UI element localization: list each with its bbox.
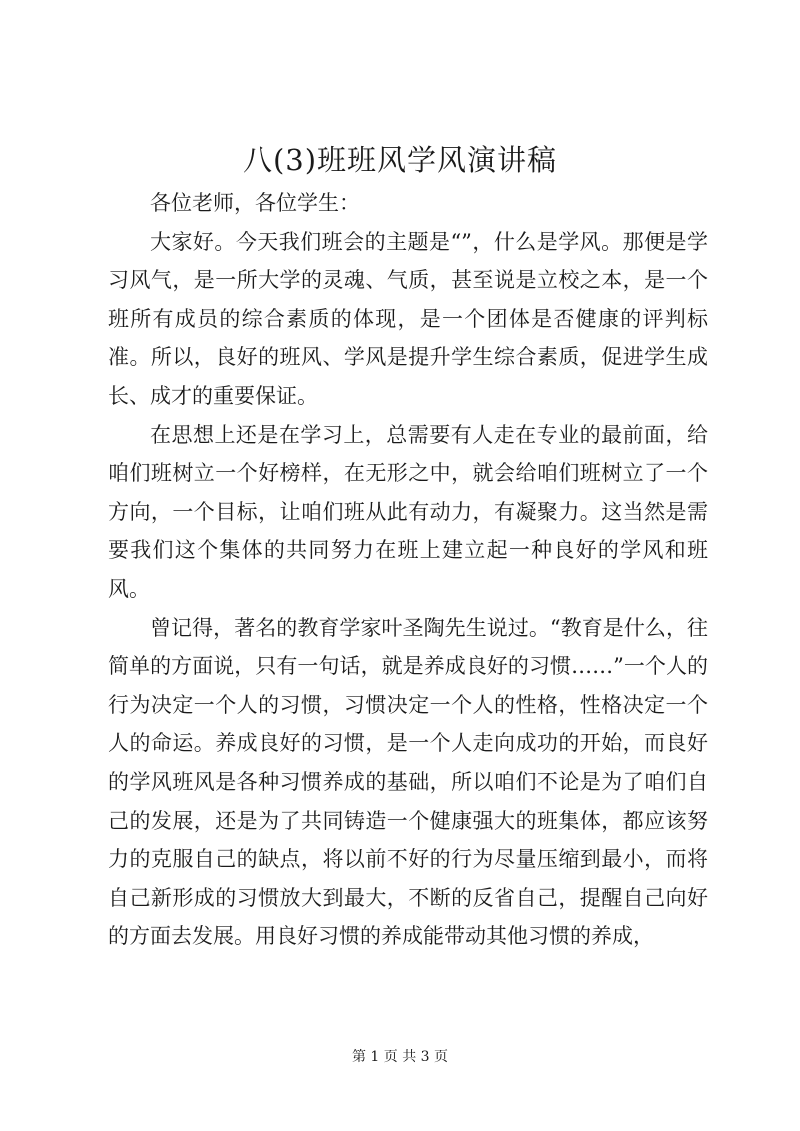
paragraph-1: 大家好。今天我们班会的主题是“”，什么是学风。那便是学习风气，是一所大学的灵魂、气质，甚至说是立校之本，是一个班所有成员的综合素质的体现，是一个团体是否健康的评判标准。所以，良好的班风、学风是提升学生综合素质，促进学生成长、成才的重要保证。 xyxy=(108,229,708,408)
paragraph-3: 曾记得，著名的教育学家叶圣陶先生说过。“教育是什么，往简单的方面说，只有一句话，就是养成良好的习惯……”一个人的行为决定一个人的习惯，习惯决定一个人的性格，性格决定一个人的命运。养成良好的习惯，是一个人走向成功的开始，而良好的学风班风是各种习惯养成的基础，所以咱们不论是为了咱们自己的发展，还是为了共同铸造一个健康强大的班集体，都应该努力的克服自己的缺点，将以前不好的行为尽量压缩到最小，而将自己新形成的习惯放大到最大，不断的反省自己，提醒自己向好的方面去发展。用良好习惯的养成能带动其他习惯的养成， xyxy=(108,615,708,949)
document-title: 八(3)班班风学风演讲稿 xyxy=(242,143,558,177)
paragraph-2: 在思想上还是在学习上，总需要有人走在专业的最前面，给咱们班树立一个好榜样，在无形之中，就会给咱们班树立了一个方向，一个目标，让咱们班从此有动力，有凝聚力。这当然是需要我们这个集体的共同努力在班上建立起一种良好的学风和班风。 xyxy=(108,422,708,601)
document-body xyxy=(108,184,708,956)
page-footer: 第 1 页 共 3 页 xyxy=(351,1049,449,1065)
salutation: 各位老师，各位学生： xyxy=(150,191,360,215)
